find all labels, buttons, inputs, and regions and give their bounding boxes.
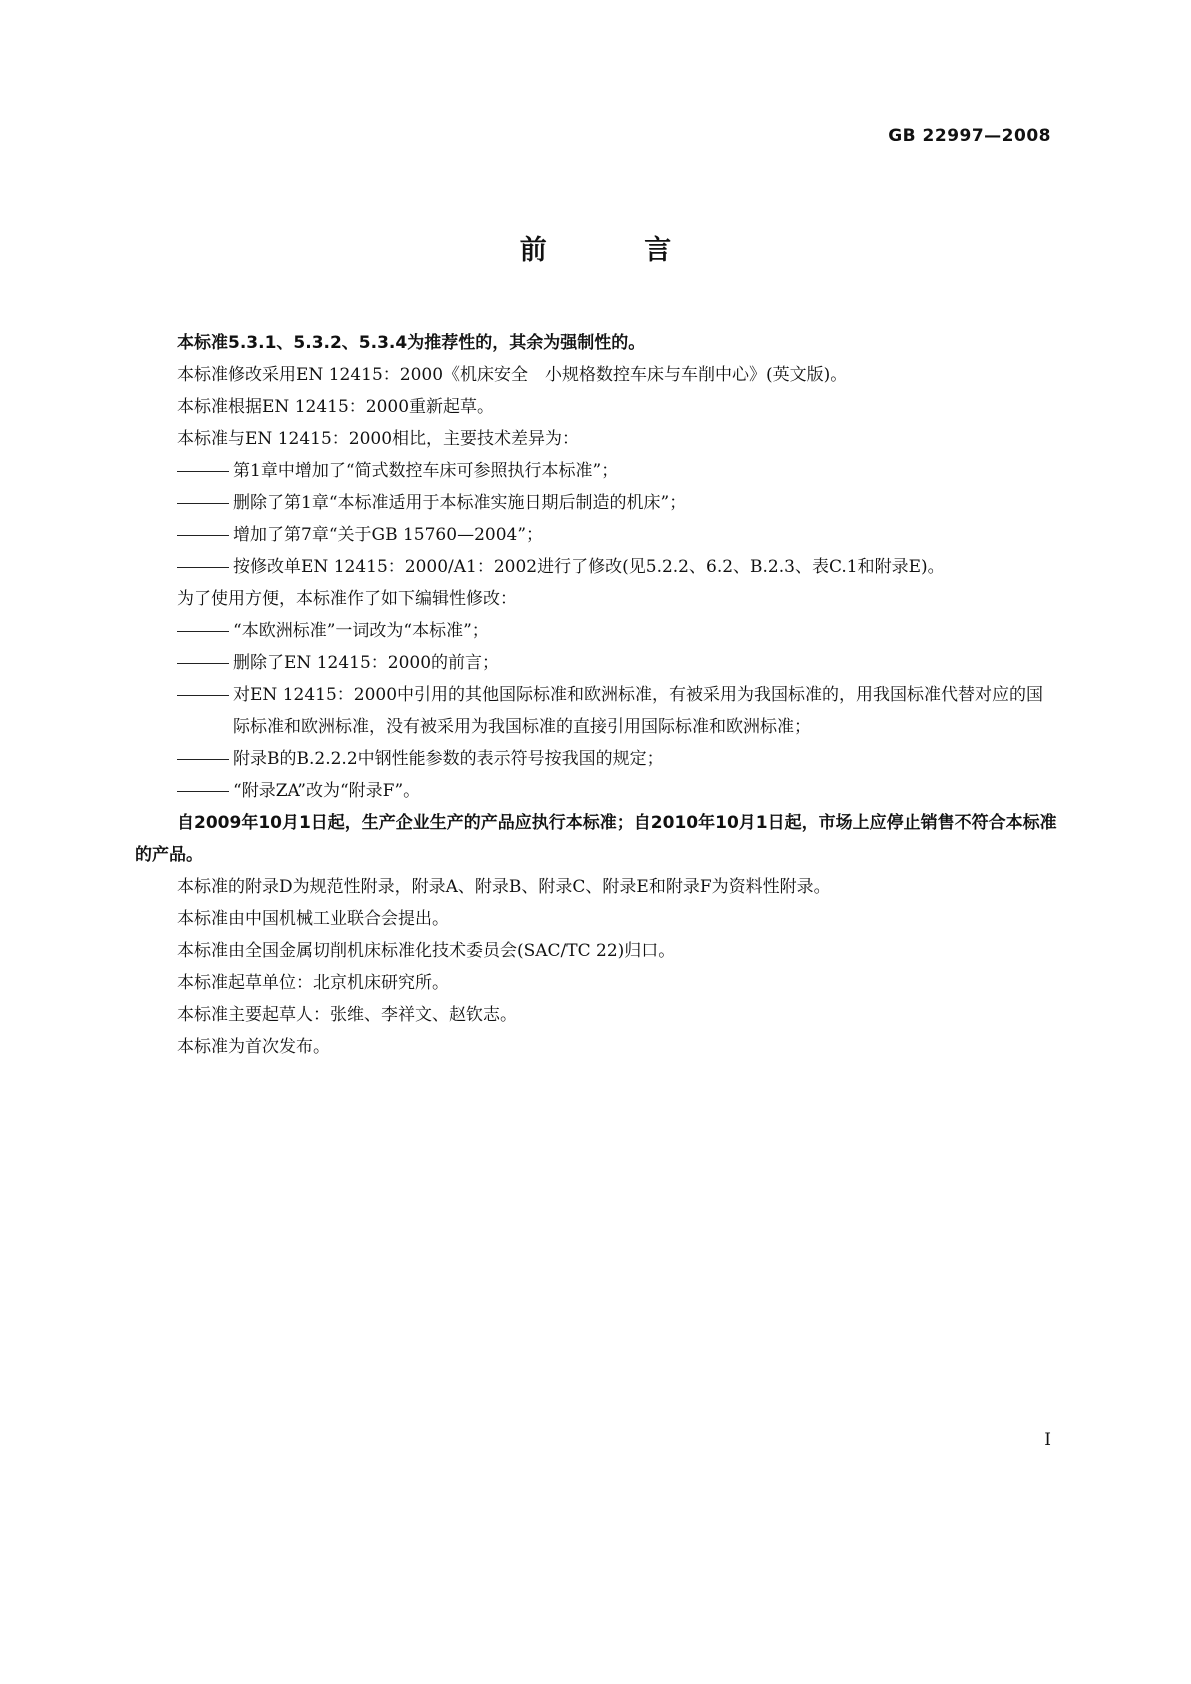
editorial-item-text: “附录ZA”改为“附录F”。 xyxy=(233,781,421,801)
em-dash-marker xyxy=(177,743,233,775)
editorial-item-text: 对EN 12415：2000中引用的其他国际标准和欧洲标准，有被采用为我国标准的，用我国标准代替对应的国际标准和欧洲标准，没有被采用为我国标准的直接引用国际标准和欧洲标准； xyxy=(233,685,1044,737)
difference-item xyxy=(135,487,1057,519)
editorial-item-text: 删除了EN 12415：2000的前言； xyxy=(233,653,500,673)
editorial-item-text: “本欧洲标准”一词改为“本标准”； xyxy=(233,621,489,641)
committee-paragraph: 本标准由全国金属切削机床标准化技术委员会(SAC/TC 22)归口。 xyxy=(177,941,676,961)
first-issue-paragraph: 本标准为首次发布。 xyxy=(177,1037,330,1057)
drafters-paragraph: 本标准主要起草人：张维、李祥文、赵钦志。 xyxy=(177,1005,517,1025)
editorial-item-text: 附录B的B.2.2.2中钢性能参数的表示符号按我国的规定； xyxy=(233,749,664,769)
effective-date-paragraph: 自2009年10月1日起，生产企业生产的产品应执行本标准；自2010年10月1日起，市场上应停止销售不符合本标准的产品。 xyxy=(135,813,1057,865)
em-dash-marker xyxy=(177,775,233,807)
document-code: GB 22997—2008 xyxy=(888,126,1051,146)
em-dash-marker xyxy=(177,455,233,487)
difference-item-text: 增加了第7章“关于GB 15760—2004”； xyxy=(233,525,544,545)
editorial-item xyxy=(135,743,1057,775)
em-dash-marker xyxy=(177,487,233,519)
proposer-paragraph: 本标准由中国机械工业联合会提出。 xyxy=(177,909,449,929)
difference-item xyxy=(135,519,1057,551)
em-dash-marker xyxy=(177,615,233,647)
editorial-intro-paragraph: 为了使用方便，本标准作了如下编辑性修改： xyxy=(177,589,517,609)
page-title: 前 言 xyxy=(519,235,716,266)
editorial-item xyxy=(135,615,1057,647)
drafting-unit-paragraph: 本标准起草单位：北京机床研究所。 xyxy=(177,973,449,993)
differences-intro-paragraph: 本标准与EN 12415：2000相比，主要技术差异为： xyxy=(177,429,580,449)
editorial-item xyxy=(135,679,1057,743)
drafting-basis-paragraph: 本标准根据EN 12415：2000重新起草。 xyxy=(177,397,495,417)
foreword-body xyxy=(135,327,1057,1063)
difference-item-text: 按修改单EN 12415：2000/A1：2002进行了修改(见5.2.2、6.2、B.2.3、表C.1和附录E)。 xyxy=(233,557,945,577)
recommended-clauses-paragraph: 本标准5.3.1、5.3.2、5.3.4为推荐性的，其余为强制性的。 xyxy=(177,333,646,353)
difference-item-text: 删除了第1章“本标准适用于本标准实施日期后制造的机床”； xyxy=(233,493,687,513)
annex-paragraph: 本标准的附录D为规范性附录，附录A、附录B、附录C、附录E和附录F为资料性附录。 xyxy=(177,877,831,897)
editorial-item xyxy=(135,775,1057,807)
em-dash-marker xyxy=(177,647,233,679)
difference-item-text: 第1章中增加了“简式数控车床可参照执行本标准”； xyxy=(233,461,619,481)
editorial-item xyxy=(135,647,1057,679)
page-number: I xyxy=(1044,1430,1051,1450)
difference-item xyxy=(135,455,1057,487)
difference-item xyxy=(135,551,1057,583)
em-dash-marker xyxy=(177,679,233,711)
em-dash-marker xyxy=(177,551,233,583)
adoption-paragraph: 本标准修改采用EN 12415：2000《机床安全 小规格数控车床与车削中心》(英文版)。 xyxy=(177,365,848,385)
em-dash-marker xyxy=(177,519,233,551)
